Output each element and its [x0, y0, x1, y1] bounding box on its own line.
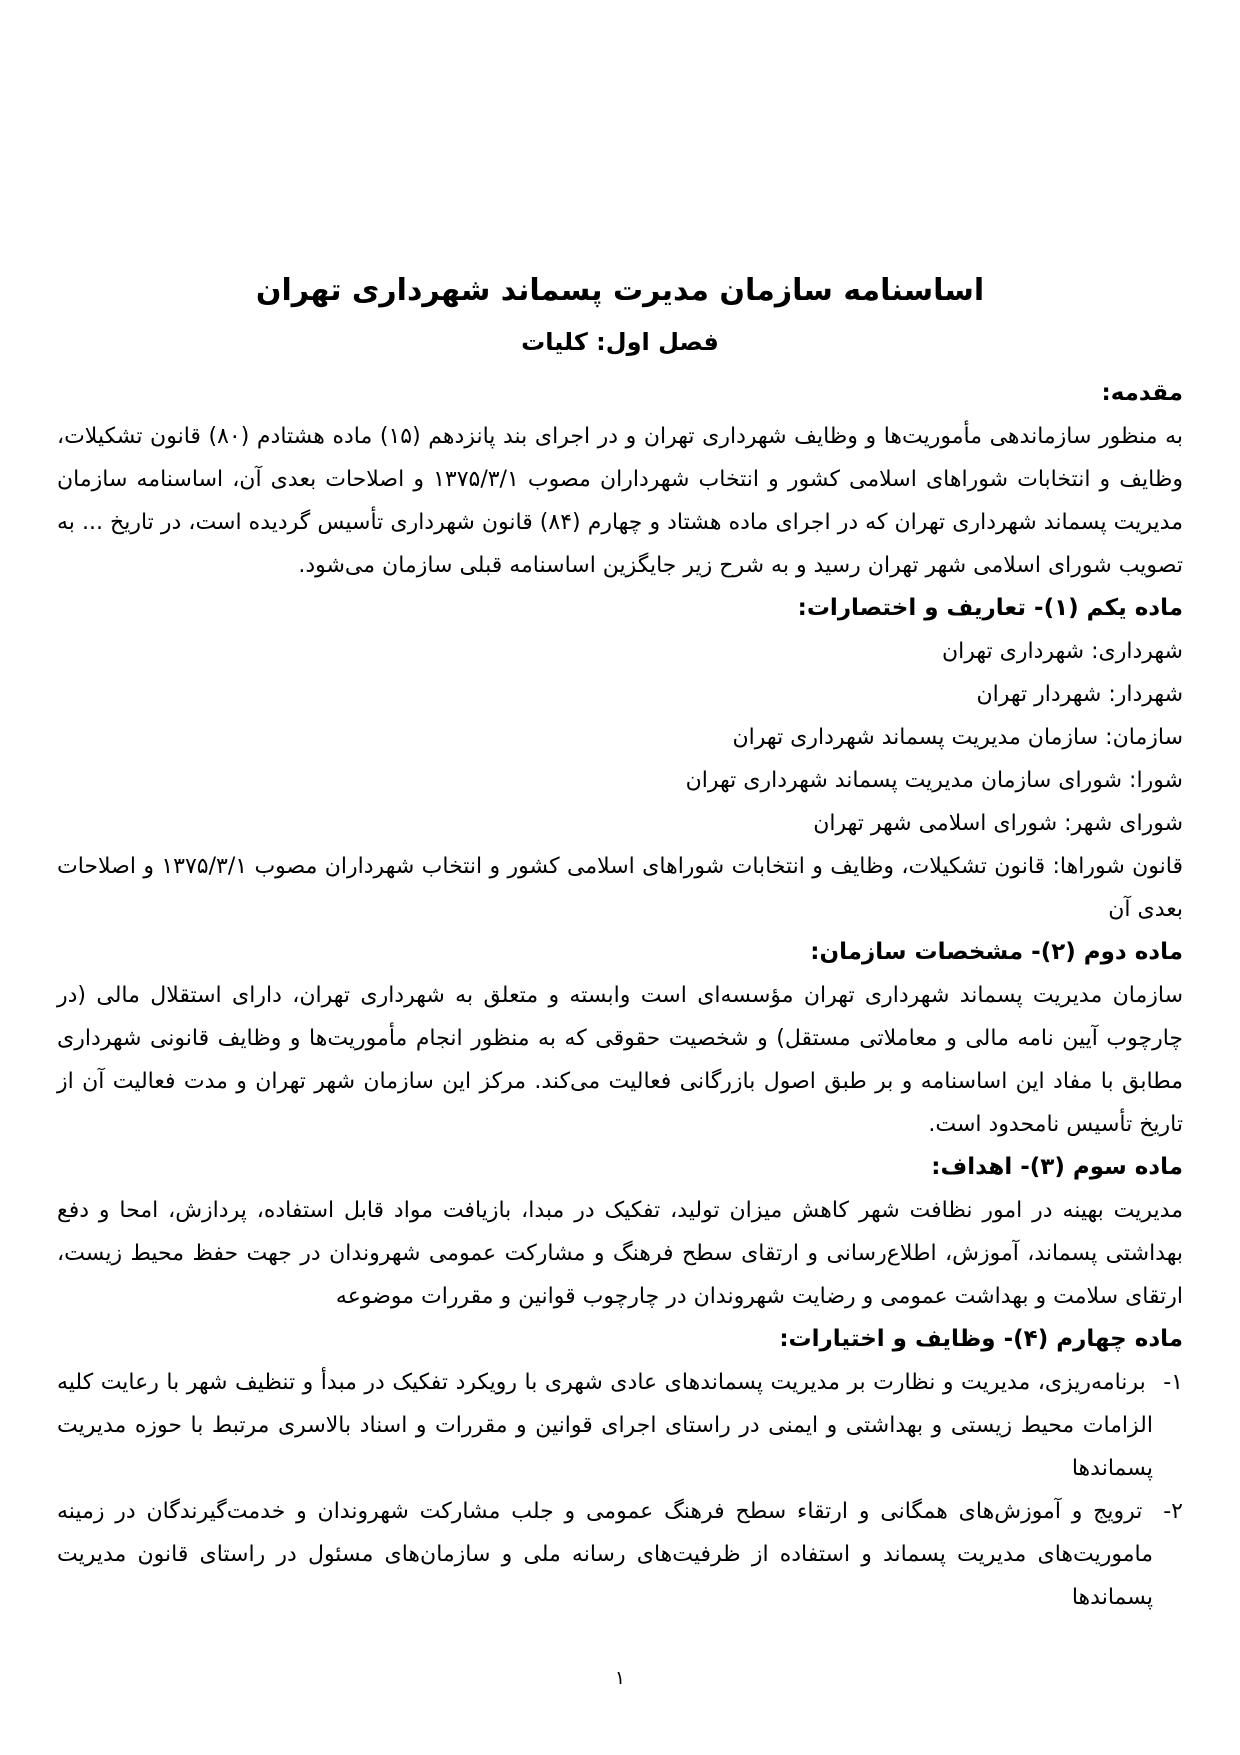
- definition-line: سازمان: سازمان مدیریت پسماند شهرداری تهران: [732, 725, 1183, 750]
- article3-paragraph: مدیریت بهینه در امور نظافت شهر کاهش میزان تولید، تفکیک در مبدا، بازیافت مواد قابل استفاده، پردازش، امحا و دفع بهداشتی پسماند، آموزش، اطلاع‌رسانی و ارتقای سطح فرهنگ و مشارکت عمومی شهروندان در جهت حفظ محیط زیست، ارتقای سلامت و بهداشت عمومی و رضایت شهروندان در چارچوب قوانین و مقررات موضوعه: [57, 1198, 1183, 1309]
- article2-heading: ماده دوم (۲)- مشخصات سازمان:: [810, 939, 1183, 965]
- definition-line: شهرداری: شهرداری تهران: [941, 639, 1183, 664]
- list-item-number: ۲-: [1163, 1499, 1183, 1524]
- list-item: [57, 1361, 1183, 1490]
- intro-heading: مقدمه:: [1101, 380, 1183, 406]
- intro-paragraph: به منظور سازماندهی مأموریت‌ها و وظایف شهرداری تهران و در اجرای بند پانزدهم (۱۵) ماده هشتادم (۸۰) قانون تشکیلات، وظایف و انتخابات شوراهای اسلامی کشور و انتخاب شهرداران مصوب ۱۳۷۵/۳/۱ و اصلاحات بعدی آن، اساسنامه سازمان مدیریت پسماند شهرداری تهران که در اجرای ماده هشتاد و چهارم (۸۴) قانون شهرداری تأسیس گردیده است، در تاریخ ... به تصویب شورای اسلامی شهر تهران رسید و به شرح زیر جایگزین اساسنامه قبلی سازمان می‌شود.: [57, 424, 1184, 578]
- document-title: اساسنامه سازمان مدیرت پسماند شهرداری تهران: [255, 273, 985, 308]
- definition-line: شورا: شورای سازمان مدیریت پسماند شهرداری تهران: [685, 768, 1183, 793]
- article3-heading: ماده سوم (۳)- اهداف:: [931, 1154, 1183, 1180]
- definition-line: شورای شهر: شورای اسلامی شهر تهران: [813, 811, 1183, 836]
- list-item-text: برنامه‌ریزی، مدیریت و نظارت بر مدیریت پسماندهای عادی شهری با رویکرد تفکیک در مبدأ و تنظیف شهر با رعایت کلیه الزامات محیط زیستی و بهداشتی و ایمنی در راستای اجرای قوانین و مقررات و اسناد بالاسری مرتبط با حوزه مدیریت پسماندها: [57, 1370, 1153, 1481]
- article2-paragraph: سازمان مدیریت پسماند شهرداری تهران مؤسسه‌ای است وابسته و متعلق به شهرداری تهران، دارای استقلال مالی (در چارچوب آیین نامه مالی و معاملاتی مستقل) و شخصیت حقوقی که به منظور انجام مأموریت‌ها و وظایف قانونی شهرداری مطابق با مفاد این اساسنامه و بر طبق اصول بازرگانی فعالیت می‌کند. مرکز این سازمان شهر تهران و مدت فعالیت آن از تاریخ تأسیس نامحدود است.: [57, 983, 1183, 1137]
- list-item: [57, 1490, 1183, 1619]
- page-number: ۱: [614, 1667, 626, 1689]
- definition-line: شهردار: شهردار تهران: [976, 682, 1183, 707]
- article1-heading: ماده یکم (۱)- تعاریف و اختصارات:: [797, 595, 1183, 621]
- chapter-heading: فصل اول: کلیات: [521, 328, 719, 356]
- list-item-number: ۱-: [1163, 1370, 1183, 1395]
- article4-heading: ماده چهارم (۴)- وظایف و اختیارات:: [779, 1326, 1183, 1352]
- definition-line: قانون شوراها: قانون تشکیلات، وظایف و انتخابات شوراهای اسلامی کشور و انتخاب شهرداران مصوب ۱۳۷۵/۳/۱ و اصلاحات بعدی آن: [57, 854, 1184, 922]
- list-item-text: ترویج و آموزش‌های همگانی و ارتقاء سطح فرهنگ عمومی و جلب مشارکت شهروندان و خدمت‌گیرندگان در زمینه ماموریت‌های مدیریت پسماند و استفاده از ظرفیت‌های رسانه ملی و سازمان‌های مسئول در راستای قانون مدیریت پسماندها: [57, 1499, 1153, 1610]
